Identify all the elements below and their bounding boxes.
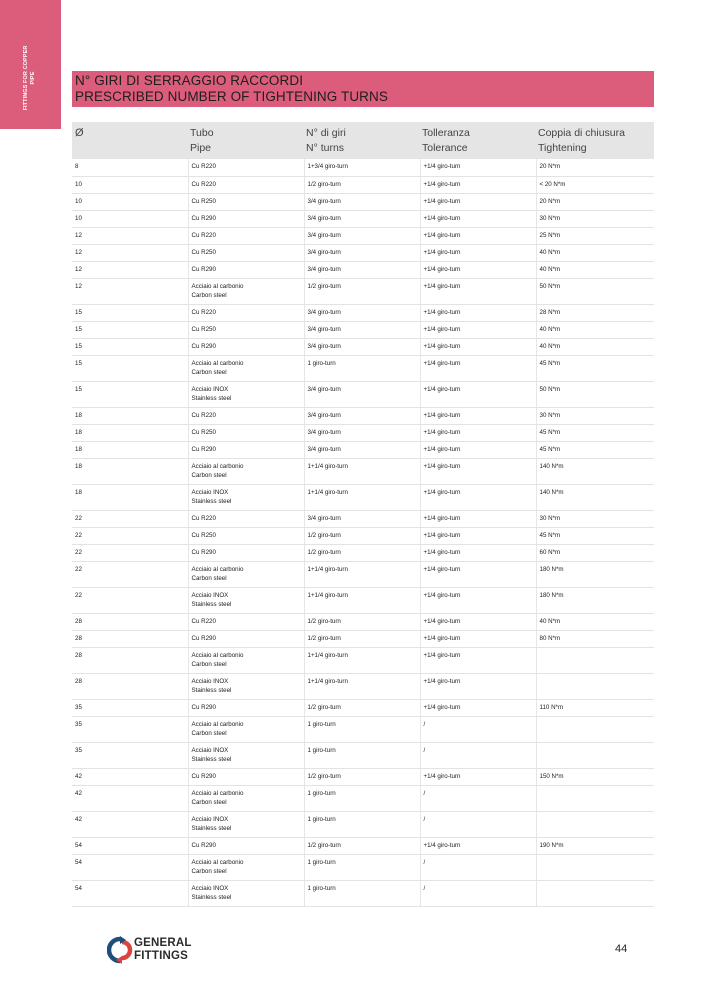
cell-tolerance: +1/4 giro-turn	[420, 278, 536, 304]
cell-tolerance: +1/4 giro-turn	[420, 261, 536, 278]
table-row	[72, 304, 654, 321]
cell-turns: 1+1/4 giro-turn	[304, 587, 420, 613]
cell-pipe: Cu R250	[188, 321, 304, 338]
cell-tightening	[536, 742, 654, 768]
header-turns: N° di giri N° turns	[304, 122, 420, 159]
cell-pipe: Acciaio INOX Stainless steel	[188, 587, 304, 613]
cell-pipe: Acciaio INOX Stainless steel	[188, 811, 304, 837]
cell-tightening: 40 N*m	[536, 321, 654, 338]
cell-diameter: 35	[72, 716, 188, 742]
cell-pipe: Cu R220	[188, 407, 304, 424]
cell-tightening	[536, 647, 654, 673]
cell-turns: 3/4 giro-turn	[304, 193, 420, 210]
cell-tolerance: +1/4 giro-turn	[420, 837, 536, 854]
table-row	[72, 630, 654, 647]
table-row	[72, 837, 654, 854]
cell-tolerance: +1/4 giro-turn	[420, 244, 536, 261]
table-row	[72, 193, 654, 210]
table-row	[72, 210, 654, 227]
cell-diameter: 8	[72, 159, 188, 176]
page-title-english: PRESCRIBED NUMBER OF TIGHTENING TURNS	[75, 89, 388, 104]
cell-tolerance: +1/4 giro-turn	[420, 484, 536, 510]
cell-turns: 3/4 giro-turn	[304, 227, 420, 244]
cell-pipe: Acciaio INOX Stainless steel	[188, 880, 304, 906]
table-row	[72, 811, 654, 837]
cell-diameter: 54	[72, 837, 188, 854]
general-fittings-logo	[107, 936, 207, 964]
cell-tightening	[536, 673, 654, 699]
cell-turns: 3/4 giro-turn	[304, 424, 420, 441]
cell-turns: 1+3/4 giro-turn	[304, 159, 420, 176]
cell-turns: 1 giro-turn	[304, 785, 420, 811]
cell-turns: 1/2 giro-turn	[304, 176, 420, 193]
cell-turns: 3/4 giro-turn	[304, 261, 420, 278]
cell-turns: 3/4 giro-turn	[304, 407, 420, 424]
table-row	[72, 510, 654, 527]
table-row	[72, 159, 654, 176]
cell-tightening: 40 N*m	[536, 338, 654, 355]
table-row	[72, 278, 654, 304]
side-tab-line2: PIPE	[30, 71, 36, 85]
cell-tightening	[536, 854, 654, 880]
cell-turns: 1+1/4 giro-turn	[304, 458, 420, 484]
cell-pipe: Acciaio al carbonio Carbon steel	[188, 561, 304, 587]
cell-tolerance: +1/4 giro-turn	[420, 176, 536, 193]
cell-diameter: 28	[72, 673, 188, 699]
table-row	[72, 261, 654, 278]
cell-diameter: 42	[72, 768, 188, 785]
cell-pipe: Cu R290	[188, 544, 304, 561]
table-row	[72, 227, 654, 244]
cell-tightening: 140 N*m	[536, 458, 654, 484]
cell-tightening	[536, 880, 654, 906]
cell-pipe: Cu R290	[188, 768, 304, 785]
cell-tolerance: +1/4 giro-turn	[420, 321, 536, 338]
table-body	[72, 159, 654, 906]
table-row	[72, 561, 654, 587]
cell-tightening: 60 N*m	[536, 544, 654, 561]
cell-tolerance: /	[420, 785, 536, 811]
cell-tolerance: /	[420, 854, 536, 880]
cell-tightening: 180 N*m	[536, 561, 654, 587]
cell-diameter: 18	[72, 407, 188, 424]
cell-diameter: 15	[72, 381, 188, 407]
cell-tightening: 45 N*m	[536, 441, 654, 458]
cell-tightening: 180 N*m	[536, 587, 654, 613]
cell-pipe: Cu R250	[188, 527, 304, 544]
table-row	[72, 854, 654, 880]
cell-tolerance: +1/4 giro-turn	[420, 304, 536, 321]
cell-pipe: Acciaio al carbonio Carbon steel	[188, 854, 304, 880]
cell-turns: 3/4 giro-turn	[304, 381, 420, 407]
cell-diameter: 54	[72, 854, 188, 880]
cell-pipe: Acciaio al carbonio Carbon steel	[188, 355, 304, 381]
cell-tightening: < 20 N*m	[536, 176, 654, 193]
cell-pipe: Acciaio INOX Stainless steel	[188, 381, 304, 407]
cell-pipe: Cu R290	[188, 699, 304, 716]
cell-diameter: 10	[72, 193, 188, 210]
cell-diameter: 18	[72, 458, 188, 484]
page-number: 44	[615, 943, 628, 955]
header-pipe: Tubo Pipe	[188, 122, 304, 159]
logo-line1: GENERAL	[134, 937, 192, 949]
cell-pipe: Cu R290	[188, 338, 304, 355]
page-title-italian: N° GIRI DI SERRAGGIO RACCORDI	[75, 73, 304, 88]
cell-turns: 1/2 giro-turn	[304, 278, 420, 304]
cell-pipe: Cu R220	[188, 227, 304, 244]
cell-tightening: 20 N*m	[536, 193, 654, 210]
cell-tolerance: +1/4 giro-turn	[420, 768, 536, 785]
cell-pipe: Acciaio al carbonio Carbon steel	[188, 785, 304, 811]
cell-pipe: Cu R250	[188, 424, 304, 441]
header-tightening: Coppia di chiusura Tightening	[536, 122, 654, 159]
cell-tightening	[536, 716, 654, 742]
cell-tightening: 40 N*m	[536, 261, 654, 278]
cell-tolerance: +1/4 giro-turn	[420, 647, 536, 673]
cell-tolerance: +1/4 giro-turn	[420, 527, 536, 544]
cell-pipe: Cu R290	[188, 441, 304, 458]
cell-turns: 1 giro-turn	[304, 854, 420, 880]
cell-diameter: 22	[72, 561, 188, 587]
cell-pipe: Cu R290	[188, 630, 304, 647]
cell-pipe: Cu R290	[188, 837, 304, 854]
table-row	[72, 742, 654, 768]
cell-pipe: Acciaio INOX Stainless steel	[188, 742, 304, 768]
cell-diameter: 22	[72, 587, 188, 613]
cell-tolerance: /	[420, 742, 536, 768]
cell-diameter: 22	[72, 527, 188, 544]
cell-turns: 1 giro-turn	[304, 811, 420, 837]
cell-tightening: 30 N*m	[536, 510, 654, 527]
cell-tolerance: /	[420, 880, 536, 906]
cell-turns: 1 giro-turn	[304, 355, 420, 381]
page-title-bar	[72, 71, 654, 107]
cell-tolerance: +1/4 giro-turn	[420, 424, 536, 441]
cell-diameter: 18	[72, 484, 188, 510]
cell-tightening: 50 N*m	[536, 381, 654, 407]
table-row	[72, 441, 654, 458]
cell-turns: 1/2 giro-turn	[304, 630, 420, 647]
table-row	[72, 527, 654, 544]
cell-turns: 1/2 giro-turn	[304, 768, 420, 785]
cell-tolerance: +1/4 giro-turn	[420, 159, 536, 176]
cell-tolerance: +1/4 giro-turn	[420, 613, 536, 630]
logo-wordmark	[134, 937, 192, 962]
cell-turns: 1/2 giro-turn	[304, 544, 420, 561]
cell-turns: 1 giro-turn	[304, 742, 420, 768]
cell-turns: 1/2 giro-turn	[304, 527, 420, 544]
table-row	[72, 673, 654, 699]
cell-diameter: 15	[72, 355, 188, 381]
table-row	[72, 768, 654, 785]
cell-pipe: Cu R220	[188, 304, 304, 321]
cell-tightening: 50 N*m	[536, 278, 654, 304]
cell-tolerance: +1/4 giro-turn	[420, 630, 536, 647]
cell-turns: 1+1/4 giro-turn	[304, 484, 420, 510]
cell-tolerance: +1/4 giro-turn	[420, 355, 536, 381]
cell-tightening: 20 N*m	[536, 159, 654, 176]
table-row	[72, 381, 654, 407]
cell-pipe: Cu R220	[188, 159, 304, 176]
cell-turns: 1+1/4 giro-turn	[304, 647, 420, 673]
table-row	[72, 699, 654, 716]
cell-pipe: Acciaio al carbonio Carbon steel	[188, 458, 304, 484]
cell-tightening	[536, 785, 654, 811]
cell-diameter: 18	[72, 441, 188, 458]
cell-diameter: 12	[72, 278, 188, 304]
cell-tightening: 28 N*m	[536, 304, 654, 321]
cell-pipe: Cu R290	[188, 210, 304, 227]
cell-pipe: Cu R220	[188, 510, 304, 527]
cell-pipe: Acciaio al carbonio Carbon steel	[188, 716, 304, 742]
cell-turns: 1/2 giro-turn	[304, 699, 420, 716]
table-row	[72, 338, 654, 355]
cell-diameter: 10	[72, 210, 188, 227]
cell-diameter: 10	[72, 176, 188, 193]
cell-tolerance: +1/4 giro-turn	[420, 227, 536, 244]
cell-tolerance: +1/4 giro-turn	[420, 561, 536, 587]
cell-pipe: Cu R250	[188, 244, 304, 261]
cell-tolerance: +1/4 giro-turn	[420, 458, 536, 484]
cell-turns: 3/4 giro-turn	[304, 338, 420, 355]
cell-diameter: 12	[72, 261, 188, 278]
cell-turns: 3/4 giro-turn	[304, 210, 420, 227]
table-row	[72, 458, 654, 484]
cell-tightening: 150 N*m	[536, 768, 654, 785]
cell-diameter: 12	[72, 227, 188, 244]
cell-tolerance: +1/4 giro-turn	[420, 699, 536, 716]
cell-tightening: 45 N*m	[536, 424, 654, 441]
tightening-turns-table	[72, 122, 654, 907]
cell-turns: 1/2 giro-turn	[304, 613, 420, 630]
cell-pipe: Cu R220	[188, 613, 304, 630]
table-row	[72, 424, 654, 441]
table-row	[72, 321, 654, 338]
header-diameter: Ø	[72, 122, 188, 159]
cell-turns: 3/4 giro-turn	[304, 321, 420, 338]
table-row	[72, 176, 654, 193]
cell-tolerance: +1/4 giro-turn	[420, 210, 536, 227]
table-row	[72, 785, 654, 811]
cell-turns: 1/2 giro-turn	[304, 837, 420, 854]
cell-tightening: 40 N*m	[536, 613, 654, 630]
table-row	[72, 880, 654, 906]
cell-tolerance: +1/4 giro-turn	[420, 510, 536, 527]
cell-turns: 3/4 giro-turn	[304, 510, 420, 527]
table-row	[72, 716, 654, 742]
cell-pipe: Cu R290	[188, 261, 304, 278]
cell-diameter: 12	[72, 244, 188, 261]
cell-diameter: 15	[72, 304, 188, 321]
cell-diameter: 28	[72, 630, 188, 647]
table-row	[72, 484, 654, 510]
cell-pipe: Cu R220	[188, 176, 304, 193]
cell-tightening	[536, 811, 654, 837]
cell-diameter: 35	[72, 742, 188, 768]
cell-tightening: 45 N*m	[536, 355, 654, 381]
cell-diameter: 42	[72, 785, 188, 811]
cell-turns: 1 giro-turn	[304, 880, 420, 906]
cell-tightening: 45 N*m	[536, 527, 654, 544]
cell-tightening: 80 N*m	[536, 630, 654, 647]
table-row	[72, 544, 654, 561]
cell-diameter: 35	[72, 699, 188, 716]
cell-pipe: Cu R250	[188, 193, 304, 210]
cell-tightening: 30 N*m	[536, 407, 654, 424]
cell-tolerance: +1/4 giro-turn	[420, 673, 536, 699]
table-row	[72, 244, 654, 261]
cell-pipe: Acciaio al carbonio Carbon steel	[188, 278, 304, 304]
cell-turns: 1+1/4 giro-turn	[304, 673, 420, 699]
cell-turns: 1 giro-turn	[304, 716, 420, 742]
cell-diameter: 15	[72, 321, 188, 338]
header-tolerance: Tolleranza Tolerance	[420, 122, 536, 159]
section-side-tab-label	[23, 46, 37, 111]
cell-turns: 3/4 giro-turn	[304, 304, 420, 321]
table-row	[72, 613, 654, 630]
cell-pipe: Acciaio INOX Stainless steel	[188, 673, 304, 699]
table-row	[72, 587, 654, 613]
cell-tolerance: +1/4 giro-turn	[420, 441, 536, 458]
cell-tolerance: +1/4 giro-turn	[420, 544, 536, 561]
cell-tightening: 110 N*m	[536, 699, 654, 716]
table-header-row	[72, 122, 654, 159]
cell-diameter: 42	[72, 811, 188, 837]
cell-tightening: 140 N*m	[536, 484, 654, 510]
cell-tolerance: /	[420, 716, 536, 742]
cell-diameter: 22	[72, 544, 188, 561]
cell-tightening: 25 N*m	[536, 227, 654, 244]
table-row	[72, 355, 654, 381]
cell-diameter: 28	[72, 647, 188, 673]
cell-pipe: Acciaio INOX Stainless steel	[188, 484, 304, 510]
cell-tolerance: +1/4 giro-turn	[420, 193, 536, 210]
cell-pipe: Acciaio al carbonio Carbon steel	[188, 647, 304, 673]
cell-turns: 3/4 giro-turn	[304, 441, 420, 458]
cell-diameter: 18	[72, 424, 188, 441]
cell-tightening: 40 N*m	[536, 244, 654, 261]
cell-diameter: 54	[72, 880, 188, 906]
general-fittings-logo-icon	[107, 936, 133, 964]
side-tab-line1: FITTINGS FOR COPPER	[23, 45, 29, 111]
cell-diameter: 22	[72, 510, 188, 527]
cell-tolerance: +1/4 giro-turn	[420, 587, 536, 613]
cell-tightening: 30 N*m	[536, 210, 654, 227]
cell-diameter: 28	[72, 613, 188, 630]
cell-tolerance: +1/4 giro-turn	[420, 338, 536, 355]
cell-tightening: 190 N*m	[536, 837, 654, 854]
table-row	[72, 647, 654, 673]
section-side-tab	[0, 0, 61, 129]
cell-diameter: 15	[72, 338, 188, 355]
cell-tolerance: +1/4 giro-turn	[420, 381, 536, 407]
cell-turns: 1+1/4 giro-turn	[304, 561, 420, 587]
logo-line2: FITTINGS	[134, 949, 188, 962]
cell-tolerance: /	[420, 811, 536, 837]
cell-turns: 3/4 giro-turn	[304, 244, 420, 261]
table-row	[72, 407, 654, 424]
cell-tolerance: +1/4 giro-turn	[420, 407, 536, 424]
